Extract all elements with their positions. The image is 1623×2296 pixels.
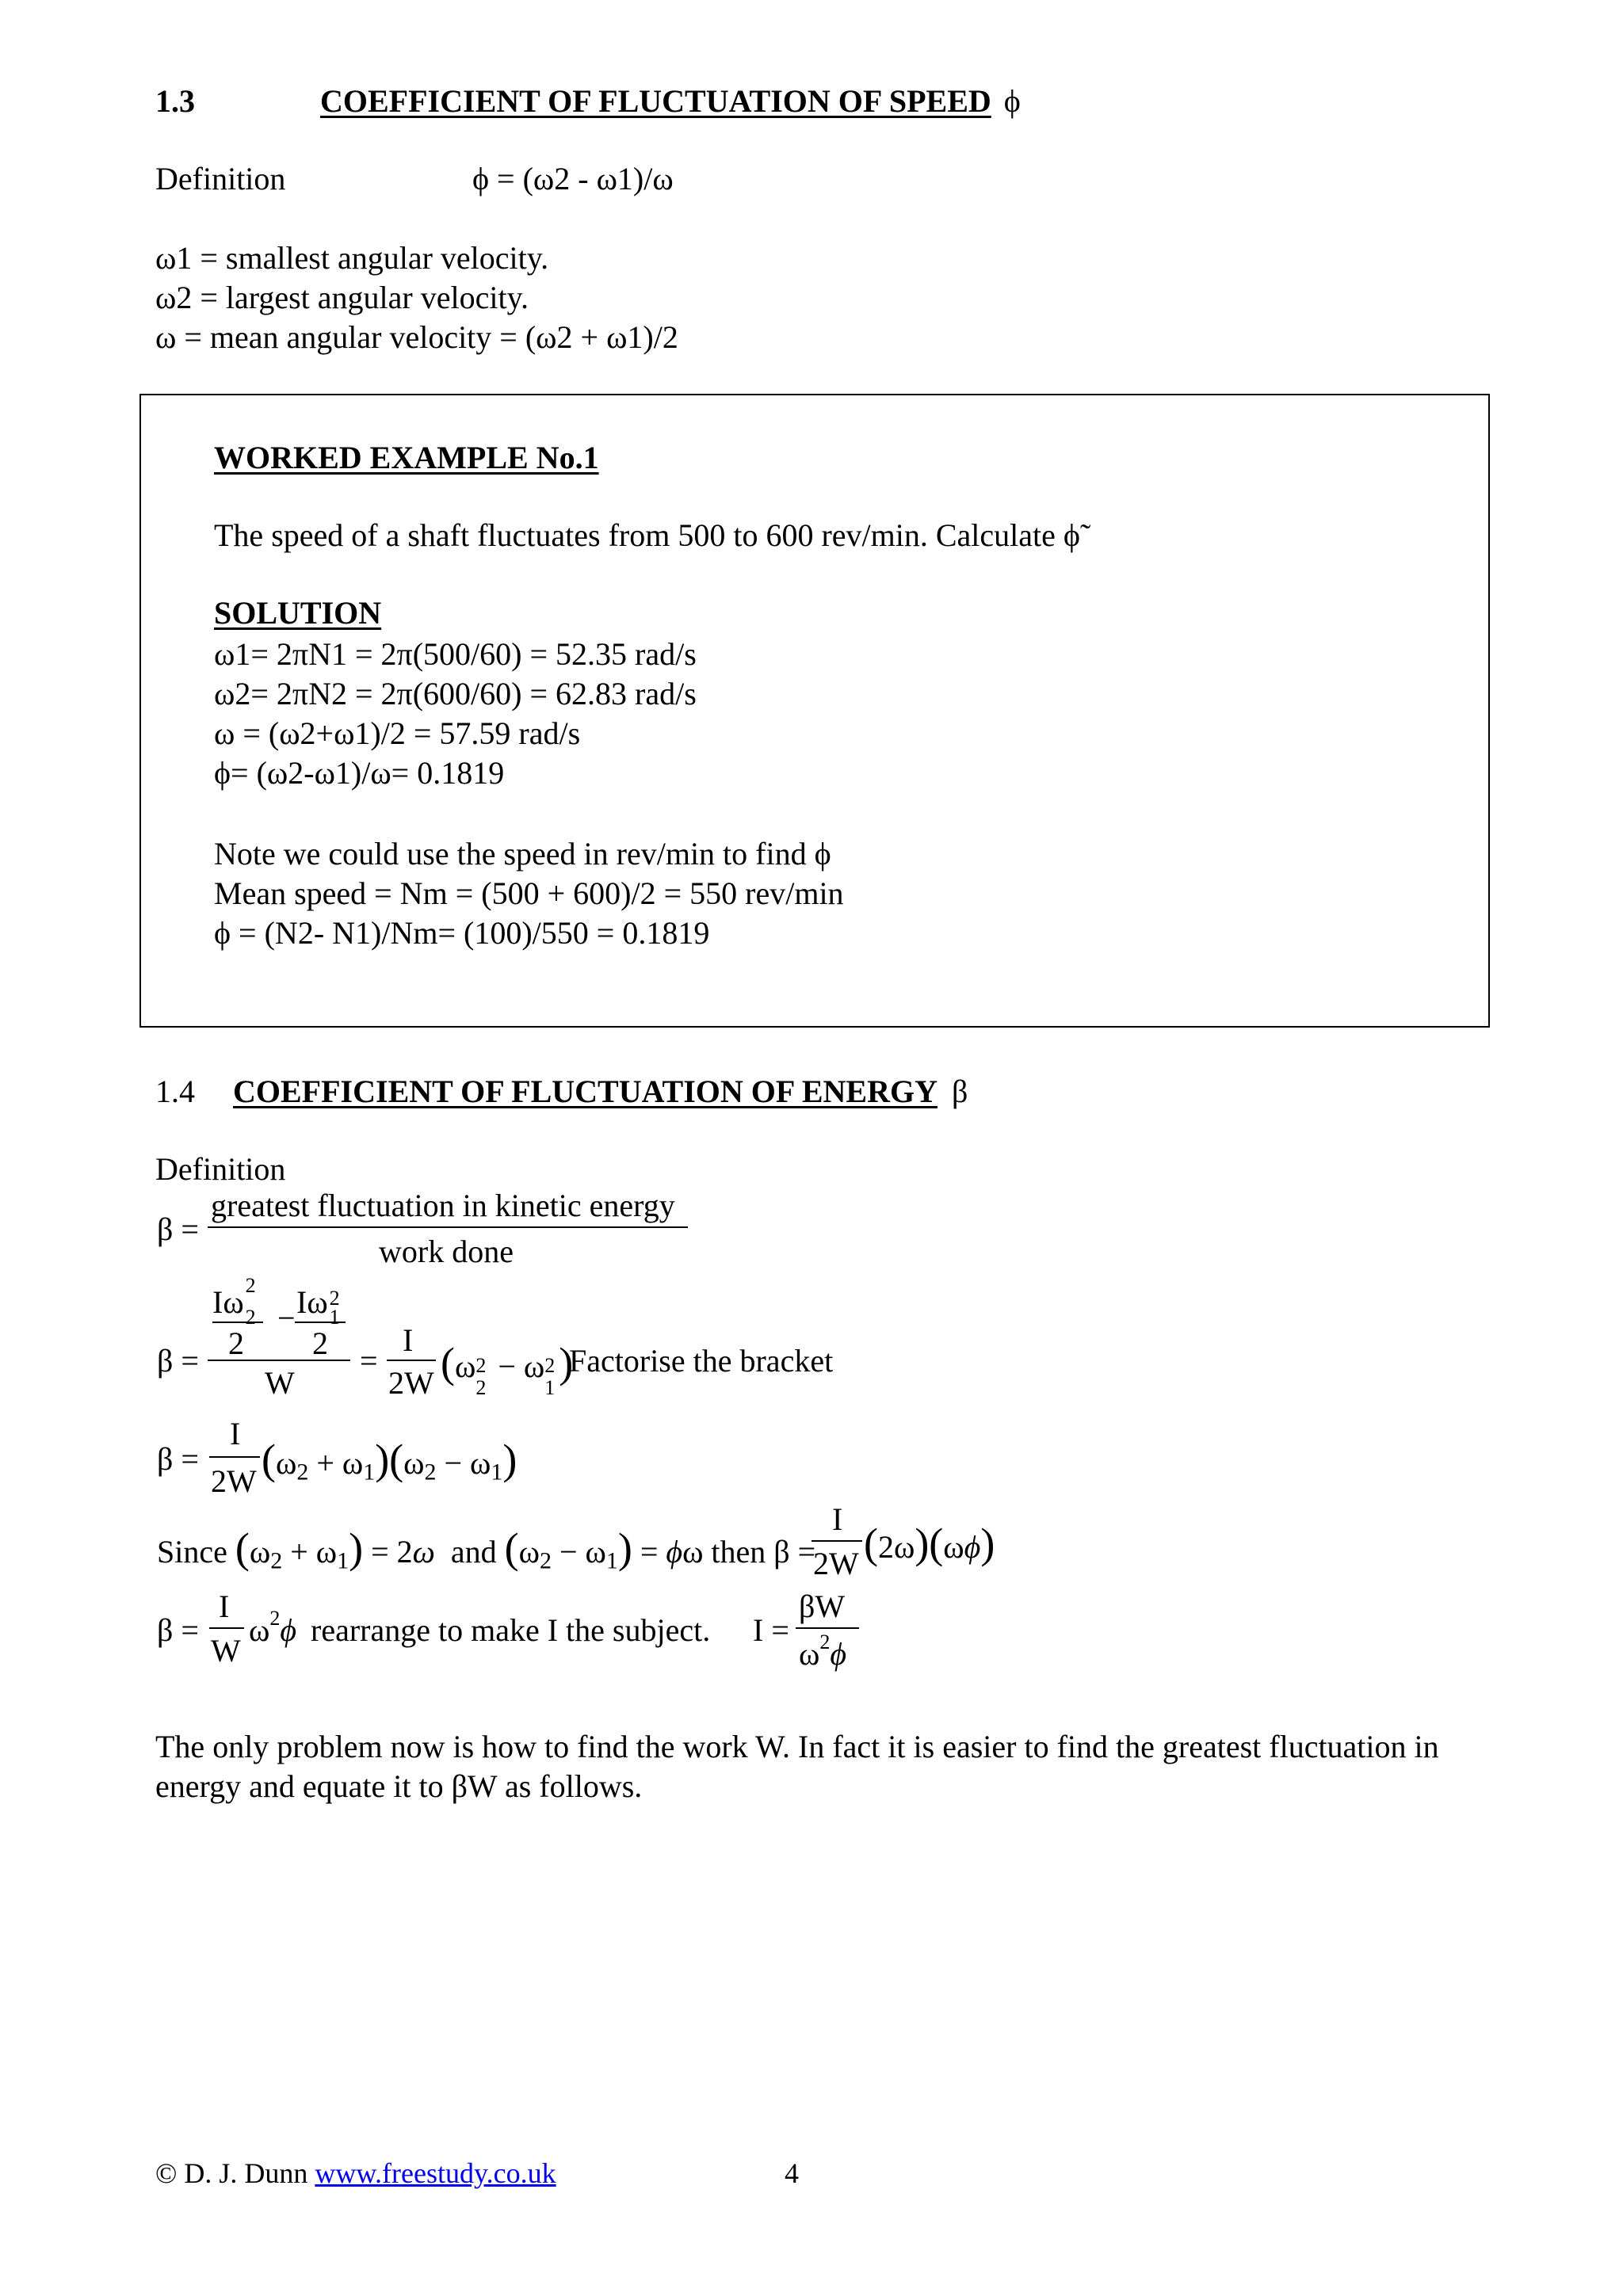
footer-link[interactable]: www.freestudy.co.uk (315, 2157, 556, 2189)
eq2-note: Factorise the bracket (569, 1343, 834, 1379)
eq2-main-bar (208, 1360, 350, 1361)
eq2-equals: = (360, 1343, 378, 1379)
note-line-2: Mean speed = Nm = (500 + 600)/2 = 550 rev/min (214, 875, 844, 911)
definition-label: Definition (155, 1151, 286, 1187)
definition-line-3: ω = mean angular velocity = (ω2 + ω1)/2 (155, 319, 678, 355)
eq2-subfrac-bar-2 (295, 1322, 346, 1323)
eq4-bar (812, 1540, 862, 1542)
eq2-main-den: W (265, 1365, 295, 1401)
eq2-den-1: 2 (228, 1325, 244, 1361)
eq2-I-bar (387, 1360, 436, 1361)
eq3-I: I (230, 1416, 241, 1451)
definition-line-1: ω1 = smallest angular velocity. (155, 240, 549, 276)
worked-example-question: The speed of a shaft fluctuates from 500 to 600 rev/min. Calculate ϕ̃ (214, 517, 1080, 553)
eq2-term-1: Iω 2 2 (212, 1274, 256, 1329)
page-number: 4 (785, 2157, 799, 2189)
eq2-minus: − (277, 1300, 296, 1336)
solution-line-4: ϕ= (ω2-ω1)/ω= 0.1819 (214, 755, 505, 791)
eq5-bar-2 (796, 1627, 859, 1629)
eq4-2W: 2W (813, 1546, 859, 1581)
eq5-I-lhs: I = (753, 1612, 789, 1648)
eq5-den: $\omega^2\phi$ (799, 1630, 847, 1672)
note-line-1: Note we could use the speed in rev/min to find ϕ (214, 836, 831, 871)
eq2-2W: 2W (388, 1365, 434, 1401)
eq3-lhs: β = (157, 1441, 199, 1477)
eq3-2W: 2W (211, 1463, 257, 1499)
section-number: 1.4 (155, 1074, 195, 1109)
eq5-I: I (219, 1589, 230, 1624)
eq3-brackets: $(\omega_2 + \omega_1)(\omega_2 - \omega_1)$ (262, 1436, 517, 1486)
eq5-W: W (211, 1633, 241, 1669)
definition-formula: ϕ = (ω2 - ω1)/ω (472, 161, 674, 196)
eq3-bar (209, 1456, 260, 1458)
eq2-den-2: 2 (312, 1325, 328, 1361)
note-line-3: ϕ = (N2- N1)/Nm= (100)/550 = 0.1819 (214, 915, 710, 951)
section-title: COEFFICIENT OF FLUCTUATION OF SPEED ϕ (320, 83, 1021, 119)
solution-line-1: ω1= 2πN1 = 2π(500/60) = 52.35 rad/s (214, 636, 697, 672)
solution-line-2: ω2= 2πN2 = 2π(600/60) = 62.83 rad/s (214, 676, 697, 711)
eq2-lhs: β = (157, 1343, 199, 1379)
eq4-I: I (832, 1501, 843, 1537)
eq1-denominator: work done (379, 1234, 514, 1269)
eq2-bracket: (ω 2 2 − ω 2 1 ) (441, 1339, 574, 1399)
eq1-lhs: β = (157, 1211, 199, 1247)
eq1-fraction-bar (208, 1226, 688, 1228)
section-number: 1.3 (155, 83, 195, 119)
eq1-numerator: greatest fluctuation in kinetic energy (211, 1188, 675, 1223)
closing-paragraph: The only problem now is how to find the work W. In fact it is easier to find the greatest fluctuation in energy and equate it to βW as follows. (155, 1729, 1439, 1804)
footer-copyright: © D. J. Dunn www.freestudy.co.uk (155, 2157, 556, 2189)
definition-line-2: ω2 = largest angular velocity. (155, 280, 529, 315)
eq2-term-2: Iω 2 1 (296, 1284, 340, 1329)
solution-line-3: ω = (ω2+ω1)/2 = 57.59 rad/s (214, 715, 581, 751)
eq4-since: Since $(\omega_2 + \omega_1) = 2\omega$ and $(\omega_2 - \omega_1) = \phi\omega$ then β = (157, 1524, 816, 1574)
eq2-I: I (403, 1322, 414, 1358)
eq5-rearrange: rearrange to make I the subject. (311, 1612, 711, 1648)
eq4-tail: (2ω)(ωϕ) (864, 1520, 995, 1567)
eq5-lhs: β = (157, 1612, 199, 1648)
worked-example-title: WORKED EXAMPLE No.1 (214, 440, 599, 475)
solution-label: SOLUTION (214, 595, 382, 631)
definition-label: Definition (155, 161, 286, 196)
eq2-subfrac-bar-1 (212, 1322, 263, 1323)
eq5-omega-phi: $\omega^2\phi$ (249, 1607, 297, 1648)
eq5-betaW: βW (799, 1589, 846, 1624)
eq5-bar (209, 1627, 244, 1629)
section-title: COEFFICIENT OF FLUCTUATION OF ENERGY β (233, 1074, 968, 1109)
